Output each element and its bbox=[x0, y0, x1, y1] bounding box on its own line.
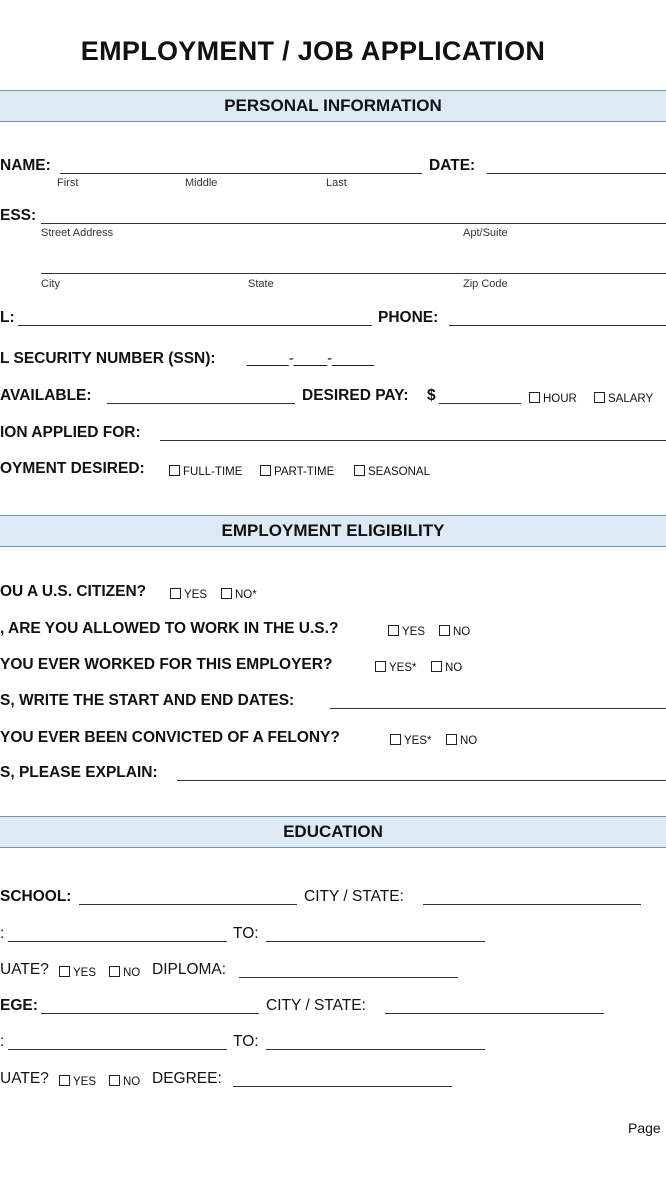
city-state-zip-field[interactable] bbox=[41, 273, 666, 274]
available-field[interactable] bbox=[107, 403, 295, 404]
citizen-no-label: NO* bbox=[235, 589, 257, 601]
college-graduate-yes-option[interactable] bbox=[59, 1072, 96, 1090]
citizen-yes-option[interactable] bbox=[170, 585, 207, 603]
pay-salary-label: SALARY bbox=[608, 393, 654, 405]
available-label: AVAILABLE: bbox=[0, 387, 92, 404]
citizen-yes-label: YES bbox=[184, 589, 208, 601]
high-school-graduate-no-checkbox[interactable] bbox=[109, 966, 120, 977]
name-last-caption: Last bbox=[326, 177, 347, 189]
seasonal-option[interactable] bbox=[354, 462, 430, 480]
college-field[interactable] bbox=[41, 1013, 259, 1014]
high-school-field[interactable] bbox=[79, 904, 297, 905]
phone-field[interactable] bbox=[449, 325, 666, 326]
part-time-label: PART-TIME bbox=[274, 466, 335, 478]
full-time-label: FULL-TIME bbox=[183, 466, 243, 478]
felony-no-option[interactable] bbox=[446, 731, 477, 749]
diploma-field[interactable] bbox=[239, 977, 458, 978]
form-title: EMPLOYMENT / JOB APPLICATION bbox=[80, 36, 546, 66]
felony-yes-label: YES* bbox=[404, 735, 432, 747]
high-school-to-field[interactable] bbox=[266, 941, 485, 942]
diploma-label: DIPLOMA: bbox=[152, 961, 227, 978]
position-field[interactable] bbox=[160, 440, 666, 441]
currency-symbol: $ bbox=[427, 387, 436, 404]
high-school-label: SCHOOL: bbox=[0, 888, 72, 905]
address-label: ESS: bbox=[0, 207, 37, 224]
high-school-graduate-no-option[interactable] bbox=[109, 963, 140, 981]
allowed-no-option[interactable] bbox=[439, 622, 470, 640]
college-city-state-field[interactable] bbox=[385, 1013, 604, 1014]
worked-question: YOU EVER WORKED FOR THIS EMPLOYER? bbox=[0, 656, 333, 673]
allowed-yes-option[interactable] bbox=[388, 622, 425, 640]
worked-yes-option[interactable] bbox=[375, 658, 417, 676]
allowed-yes-checkbox[interactable] bbox=[388, 625, 399, 636]
college-graduate-no-option[interactable] bbox=[109, 1072, 140, 1090]
college-graduate-yes-checkbox[interactable] bbox=[59, 1075, 70, 1086]
name-middle-caption: Middle bbox=[185, 177, 218, 189]
page-number-label: Page bbox=[628, 1120, 661, 1136]
pay-salary-checkbox[interactable] bbox=[594, 392, 605, 403]
desired-pay-field[interactable] bbox=[439, 403, 521, 404]
college-graduate-no-checkbox[interactable] bbox=[109, 1075, 120, 1086]
dates-question: S, WRITE THE START AND END DATES: bbox=[0, 692, 295, 709]
high-school-city-state-label: CITY / STATE: bbox=[304, 888, 404, 905]
allowed-no-checkbox[interactable] bbox=[439, 625, 450, 636]
college-from-field[interactable] bbox=[8, 1049, 227, 1050]
apt-suite-caption: Apt/Suite bbox=[463, 227, 508, 239]
felony-question: YOU EVER BEEN CONVICTED OF A FELONY? bbox=[0, 729, 340, 746]
explain-field[interactable] bbox=[177, 780, 666, 781]
date-field[interactable] bbox=[487, 173, 666, 174]
high-school-city-state-field[interactable] bbox=[423, 904, 641, 905]
high-school-graduate-yes-label: YES bbox=[73, 967, 97, 979]
citizen-yes-checkbox[interactable] bbox=[170, 588, 181, 599]
high-school-to-label: TO: bbox=[233, 925, 259, 942]
seasonal-checkbox[interactable] bbox=[354, 465, 365, 476]
college-from-label: : bbox=[0, 1033, 5, 1050]
allowed-yes-label: YES bbox=[402, 626, 426, 638]
street-address-caption: Street Address bbox=[41, 227, 114, 239]
college-label: EGE: bbox=[0, 997, 38, 1014]
college-to-label: TO: bbox=[233, 1033, 259, 1050]
seasonal-label: SEASONAL bbox=[368, 466, 430, 478]
citizen-question: OU A U.S. CITIZEN? bbox=[0, 583, 147, 600]
street-address-field[interactable] bbox=[41, 223, 666, 224]
dates-field[interactable] bbox=[330, 708, 666, 709]
pay-salary-option[interactable] bbox=[594, 389, 653, 407]
college-graduate-yes-label: YES bbox=[73, 1076, 97, 1088]
college-to-field[interactable] bbox=[266, 1049, 485, 1050]
worked-no-option[interactable] bbox=[431, 658, 462, 676]
degree-label: DEGREE: bbox=[152, 1070, 222, 1087]
full-time-checkbox[interactable] bbox=[169, 465, 180, 476]
worked-no-checkbox[interactable] bbox=[431, 661, 442, 672]
name-label: NAME: bbox=[0, 157, 51, 174]
phone-label: PHONE: bbox=[378, 309, 439, 326]
ssn-label: L SECURITY NUMBER (SSN): bbox=[0, 350, 216, 367]
high-school-graduate-label: UATE? bbox=[0, 961, 49, 978]
name-field[interactable] bbox=[60, 173, 422, 174]
part-time-option[interactable] bbox=[260, 462, 334, 480]
pay-hour-checkbox[interactable] bbox=[529, 392, 540, 403]
pay-hour-option[interactable] bbox=[529, 389, 577, 407]
high-school-graduate-no-label: NO bbox=[123, 967, 141, 979]
state-caption: State bbox=[248, 278, 274, 290]
high-school-graduate-yes-checkbox[interactable] bbox=[59, 966, 70, 977]
section-header-eligibility: EMPLOYMENT ELIGIBILITY bbox=[0, 515, 666, 547]
allowed-no-label: NO bbox=[453, 626, 471, 638]
desired-pay-label: DESIRED PAY: bbox=[302, 387, 409, 404]
name-first-caption: First bbox=[57, 177, 79, 189]
high-school-from-label: : bbox=[0, 925, 5, 942]
email-label: L: bbox=[0, 309, 15, 326]
ssn-field[interactable]: _____-____-_____ bbox=[247, 350, 374, 367]
citizen-no-checkbox[interactable] bbox=[221, 588, 232, 599]
section-header-personal: PERSONAL INFORMATION bbox=[0, 90, 666, 122]
felony-no-checkbox[interactable] bbox=[446, 734, 457, 745]
college-graduate-no-label: NO bbox=[123, 1076, 141, 1088]
felony-yes-option[interactable] bbox=[390, 731, 432, 749]
section-header-education: EDUCATION bbox=[0, 816, 666, 848]
explain-question: S, PLEASE EXPLAIN: bbox=[0, 764, 158, 781]
worked-yes-checkbox[interactable] bbox=[375, 661, 386, 672]
high-school-graduate-yes-option[interactable] bbox=[59, 963, 96, 981]
citizen-no-option[interactable] bbox=[221, 585, 257, 603]
part-time-checkbox[interactable] bbox=[260, 465, 271, 476]
date-label: DATE: bbox=[429, 157, 476, 174]
full-time-option[interactable] bbox=[169, 462, 242, 480]
zip-code-caption: Zip Code bbox=[463, 278, 508, 290]
college-graduate-label: UATE? bbox=[0, 1070, 49, 1087]
felony-no-label: NO bbox=[460, 735, 478, 747]
college-city-state-label: CITY / STATE: bbox=[266, 997, 366, 1014]
email-field[interactable] bbox=[18, 325, 372, 326]
felony-yes-checkbox[interactable] bbox=[390, 734, 401, 745]
city-caption: City bbox=[41, 278, 60, 290]
pay-hour-label: HOUR bbox=[543, 393, 577, 405]
allowed-question: , ARE YOU ALLOWED TO WORK IN THE U.S.? bbox=[0, 620, 339, 637]
employment-desired-label: OYMENT DESIRED: bbox=[0, 460, 145, 477]
worked-yes-label: YES* bbox=[389, 662, 417, 674]
high-school-from-field[interactable] bbox=[8, 941, 227, 942]
position-label: ION APPLIED FOR: bbox=[0, 424, 141, 441]
degree-field[interactable] bbox=[233, 1086, 452, 1087]
worked-no-label: NO bbox=[445, 662, 463, 674]
